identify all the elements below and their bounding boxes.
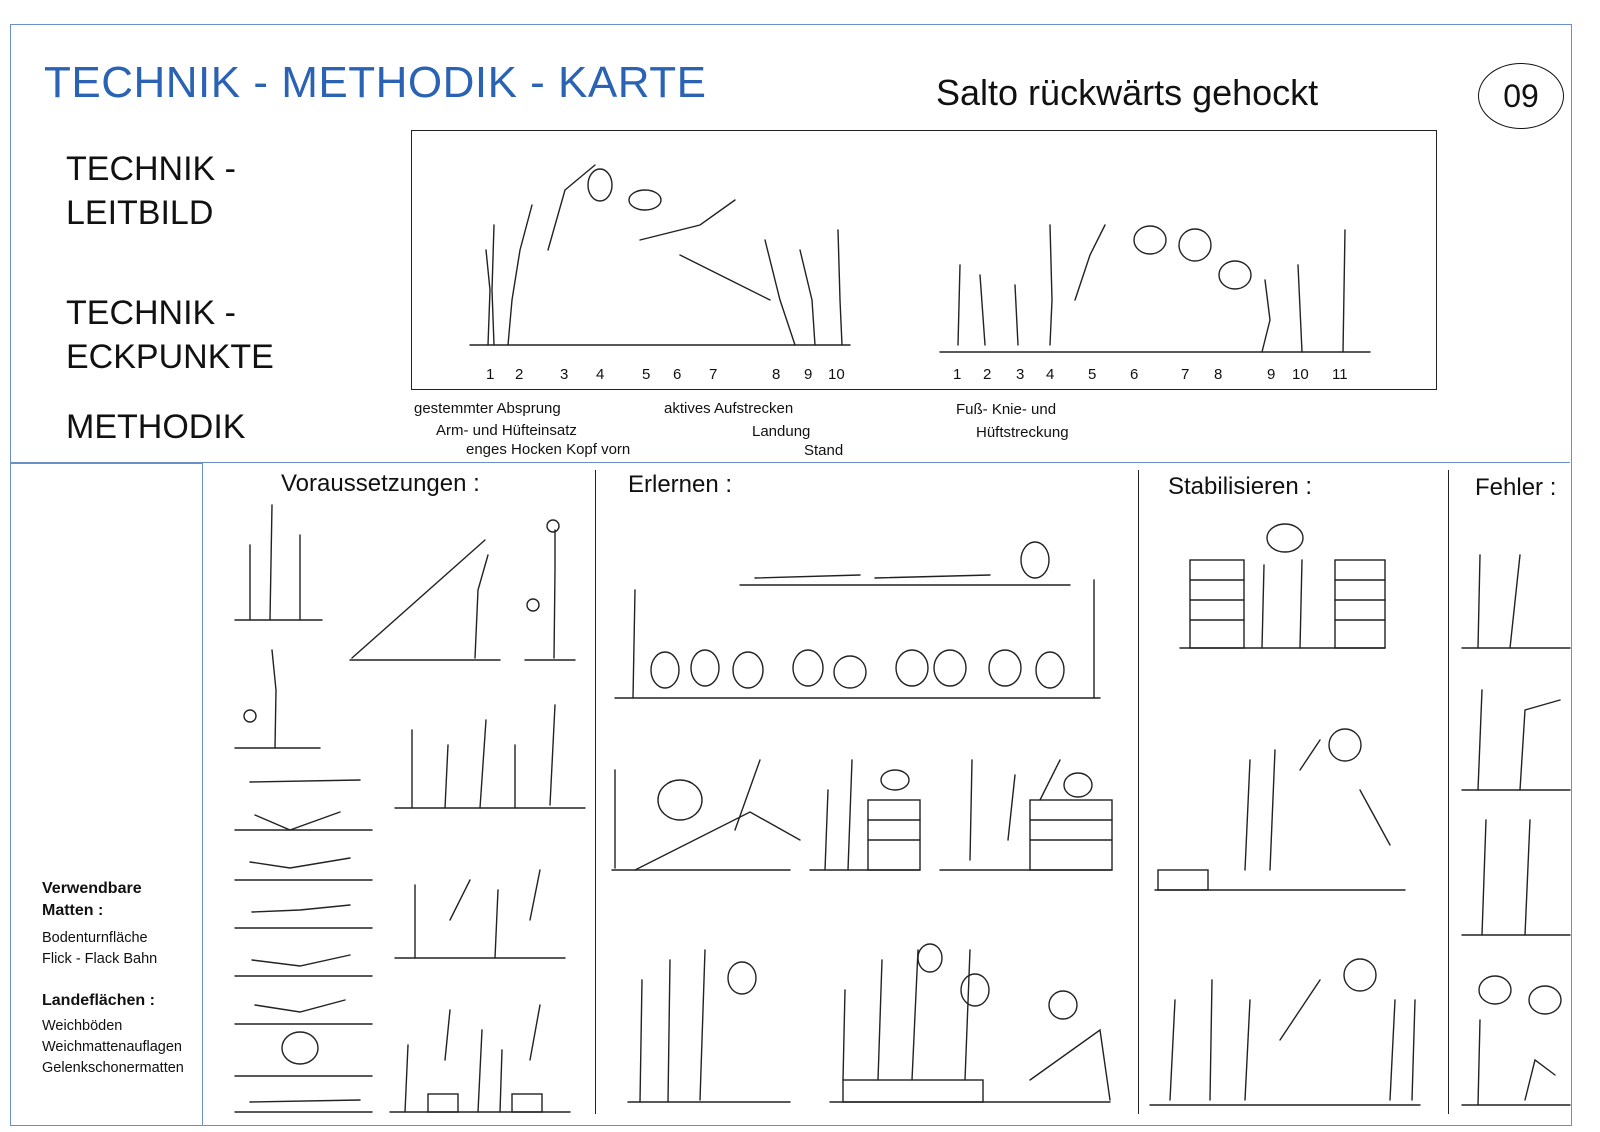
seq-number: 11 — [1332, 366, 1348, 383]
section-voraussetzungen: Voraussetzungen : — [281, 470, 480, 497]
eckpunkt-caption: Stand — [804, 442, 844, 459]
eckpunkt-caption: enges Hocken Kopf vorn — [466, 441, 631, 458]
seq-number: 7 — [709, 366, 718, 383]
mats-item: Flick - Flack Bahn — [42, 951, 158, 967]
section-fehler: Fehler : — [1475, 474, 1557, 501]
seq-number: 8 — [1214, 366, 1223, 383]
seq-number: 2 — [983, 366, 992, 383]
card-title: TECHNIK - METHODIK - KARTE — [44, 58, 707, 107]
label-leitbild-line2: LEITBILD — [66, 194, 214, 232]
seq-number: 5 — [1088, 366, 1097, 383]
seq-number: 9 — [804, 366, 813, 383]
eckpunkt-caption: Landung — [752, 423, 811, 440]
label-eckpunkte-line1: TECHNIK - — [66, 294, 236, 332]
label-methodik: METHODIK — [66, 408, 246, 446]
seq-number: 6 — [673, 366, 682, 383]
exercise-title: Salto rückwärts gehockt — [936, 72, 1319, 113]
seq-number: 9 — [1267, 366, 1276, 383]
seq-number: 1 — [486, 366, 495, 383]
seq-number: 4 — [596, 366, 605, 383]
seq-number: 6 — [1130, 366, 1139, 383]
seq-number: 7 — [1181, 366, 1190, 383]
eckpunkt-caption: Arm- und Hüfteinsatz — [436, 422, 577, 439]
mats-heading: Matten : — [42, 902, 104, 919]
eckpunkt-caption: aktives Aufstrecken — [664, 400, 794, 417]
mats-item: Bodenturnfläche — [42, 930, 148, 946]
label-eckpunkte-line2: ECKPUNKTE — [66, 338, 274, 376]
eckpunkt-caption: Fuß- Knie- und — [956, 401, 1057, 418]
seq-number: 10 — [828, 366, 845, 383]
landing-item: Weichböden — [42, 1018, 123, 1034]
section-erlernen: Erlernen : — [628, 471, 733, 498]
card-number-badge: 09 — [1478, 63, 1564, 129]
label-leitbild-line1: TECHNIK - — [66, 150, 236, 188]
seq-number: 3 — [560, 366, 569, 383]
seq-number: 8 — [772, 366, 781, 383]
seq-number: 5 — [642, 366, 651, 383]
mats-heading: Verwendbare — [42, 880, 142, 897]
seq-number: 4 — [1046, 366, 1055, 383]
section-stabilisieren: Stabilisieren : — [1168, 473, 1313, 500]
seq-number: 10 — [1292, 366, 1309, 383]
seq-number: 3 — [1016, 366, 1025, 383]
seq-number: 2 — [515, 366, 524, 383]
eckpunkt-caption: Hüftstreckung — [976, 424, 1069, 441]
landing-item: Weichmattenauflagen — [42, 1039, 182, 1055]
landing-heading: Landeflächen : — [42, 992, 155, 1009]
seq-number: 1 — [953, 366, 962, 383]
eckpunkt-caption: gestemmter Absprung — [414, 400, 561, 417]
landing-item: Gelenkschonermatten — [42, 1060, 184, 1076]
